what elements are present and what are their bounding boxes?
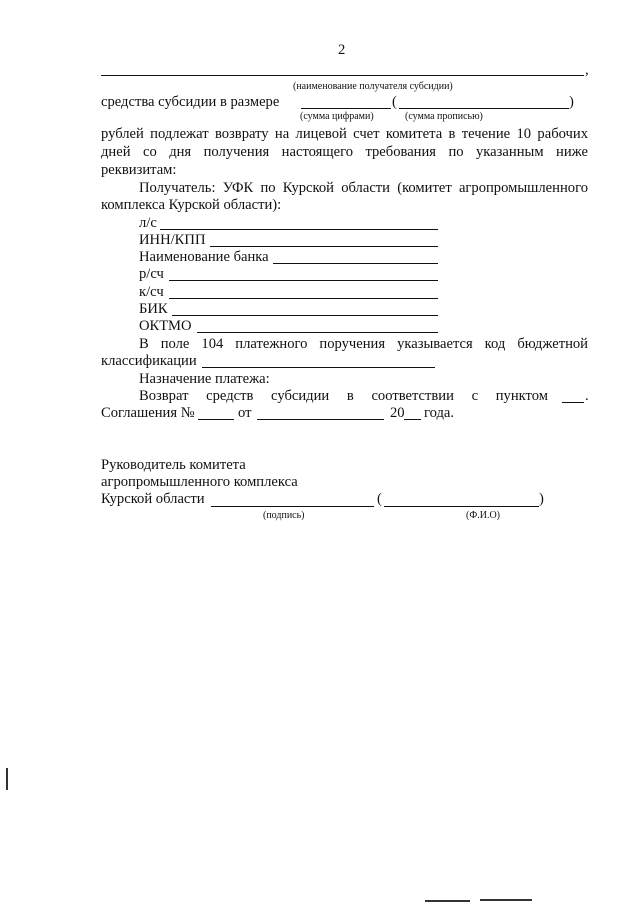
- field104-line-1: В поле 104 платежного поручения указывается код бюджетной: [139, 336, 588, 352]
- para-line-1: рублей подлежат возврату на лицевой счет комитета в течение 10 рабочих: [101, 126, 588, 142]
- field-ls-label: л/с: [139, 215, 157, 231]
- recipient-line-1: Получатель: УФК по Курской области (комитет агропромышленного: [139, 180, 588, 196]
- para-line-3: реквизитам:: [101, 162, 177, 178]
- paren-open: (: [392, 94, 397, 110]
- page-number: 2: [338, 42, 346, 58]
- field104-line-2: классификации: [101, 353, 197, 369]
- recipient-line-2: комплекса Курской области):: [101, 197, 282, 213]
- paren-close: ): [569, 94, 574, 110]
- field-ks-line: [169, 298, 438, 299]
- agreement-year-word: года.: [424, 405, 455, 421]
- field-inn-line: [210, 246, 438, 247]
- amount-words-line: [399, 108, 569, 109]
- agreement-from: от: [238, 405, 252, 421]
- amount-prefix: средства субсидии в размере: [101, 94, 280, 110]
- caption-signature: (подпись): [263, 510, 305, 521]
- field-inn-label: ИНН/КПП: [139, 232, 206, 248]
- scan-bottom-mark-2: [480, 899, 532, 901]
- field-oktmo-line: [197, 332, 438, 333]
- purpose-label: Назначение платежа:: [139, 371, 270, 387]
- signature-line: [211, 506, 374, 507]
- fio-line: [384, 506, 539, 507]
- amount-digits-line: [301, 108, 391, 109]
- trailing-comma: ,: [585, 62, 589, 78]
- signer-line-2: агропромышленного комплекса: [101, 474, 298, 490]
- field-bik-line: [172, 315, 438, 316]
- recipient-caption: (наименование получателя субсидии): [293, 81, 453, 92]
- agreement-date-line: [257, 419, 384, 420]
- return-end: .: [585, 388, 589, 404]
- signer-line-3: Курской области: [101, 491, 205, 507]
- field-bik-label: БИК: [139, 301, 168, 317]
- scan-edge-mark: [6, 768, 8, 790]
- sig-paren-open: (: [377, 491, 382, 507]
- scan-bottom-mark-1: [425, 900, 470, 902]
- caption-digits: (сумма цифрами): [300, 111, 374, 122]
- field104-line: [202, 367, 435, 368]
- return-line: Возврат средств субсидии в соответствии с пунктом: [139, 388, 548, 404]
- agreement-year-line: [404, 419, 421, 420]
- field-rs-label: р/сч: [139, 266, 164, 282]
- caption-words: (сумма прописью): [405, 111, 483, 122]
- agreement-year: 20: [390, 405, 405, 421]
- field-oktmo-label: ОКТМО: [139, 318, 192, 334]
- caption-fio: (Ф.И.О): [466, 510, 501, 521]
- field-rs-line: [169, 280, 438, 281]
- field-ks-label: к/сч: [139, 284, 164, 300]
- field-ls-line: [160, 229, 438, 230]
- recipient-name-line: [101, 75, 584, 76]
- para-line-2: дней со дня получения настоящего требования по указанным ниже: [101, 144, 588, 160]
- field-bank-label: Наименование банка: [139, 249, 269, 265]
- agreement-label: Соглашения №: [101, 405, 195, 421]
- field-bank-line: [273, 263, 438, 264]
- clause-number-line: [562, 402, 584, 403]
- agreement-number-line: [198, 419, 234, 420]
- sig-paren-close: ): [539, 491, 544, 507]
- signer-line-1: Руководитель комитета: [101, 457, 246, 473]
